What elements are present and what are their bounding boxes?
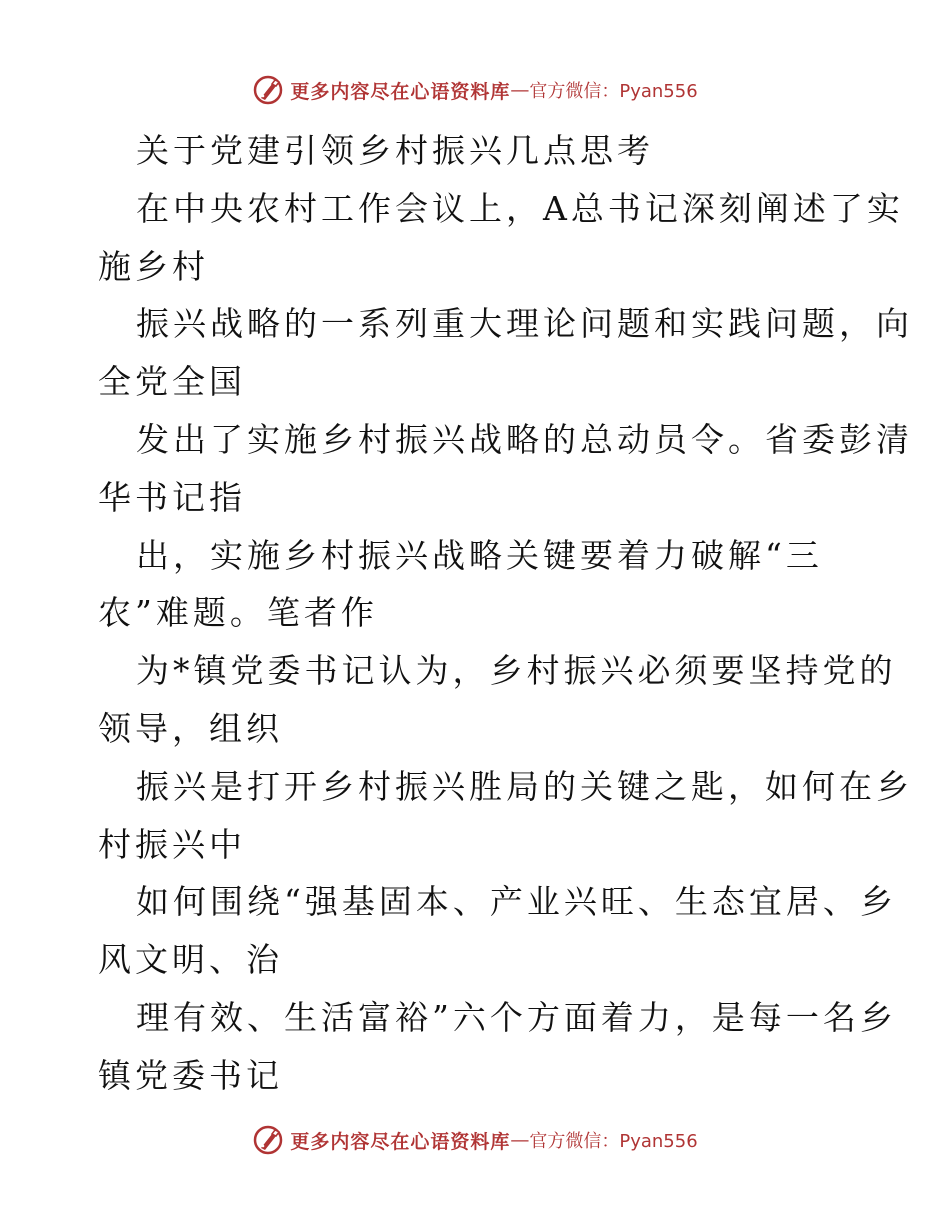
text-line: 在中央农村工作会议上，A总书记深刻阐述了实 xyxy=(136,188,904,228)
text-line: 施乡村 xyxy=(98,246,209,286)
pen-nib-logo-icon xyxy=(252,74,284,106)
text-line: 振兴是打开乡村振兴胜局的关键之匙，如何在乡 xyxy=(136,766,913,806)
document-body xyxy=(98,122,913,1105)
text-line: 镇党委书记 xyxy=(98,1055,283,1095)
text-line: 领导，组织 xyxy=(98,708,283,748)
text-line: 发出了实施乡村振兴战略的总动员令。省委彭清 xyxy=(136,419,913,459)
text-line: 出，实施乡村振兴战略关键要着力破解“三 xyxy=(136,535,823,575)
watermark-dash: — xyxy=(510,79,530,101)
watermark-main-text: 更多内容尽在心语资料库 xyxy=(290,1130,511,1153)
footer-watermark-banner xyxy=(0,1120,950,1160)
text-line: 华书记指 xyxy=(98,477,246,517)
text-line: 农”难题。笔者作 xyxy=(98,593,378,633)
pen-nib-logo-icon xyxy=(252,1124,284,1156)
text-line: 振兴战略的一系列重大理论问题和实践问题，向 xyxy=(136,304,913,344)
watermark-contact: 官方微信：Pyan556 xyxy=(529,1131,698,1152)
text-line: 如何围绕“强基固本、产业兴旺、生态宜居、乡 xyxy=(136,882,897,922)
text-line: 村振兴中 xyxy=(98,824,246,864)
text-line: 理有效、生活富裕”六个方面着力，是每一名乡 xyxy=(136,997,897,1037)
watermark-dash: — xyxy=(510,1129,530,1151)
header-watermark-banner xyxy=(0,70,950,110)
watermark-contact: 官方微信：Pyan556 xyxy=(529,81,698,102)
text-line: 为*镇党委书记认为，乡村振兴必须要坚持党的 xyxy=(136,651,897,691)
text-line: 全党全国 xyxy=(98,362,246,402)
document-title: 关于党建引领乡村振兴几点思考 xyxy=(136,131,654,170)
watermark-main-text: 更多内容尽在心语资料库 xyxy=(290,80,511,103)
text-line: 风文明、治 xyxy=(98,940,283,980)
